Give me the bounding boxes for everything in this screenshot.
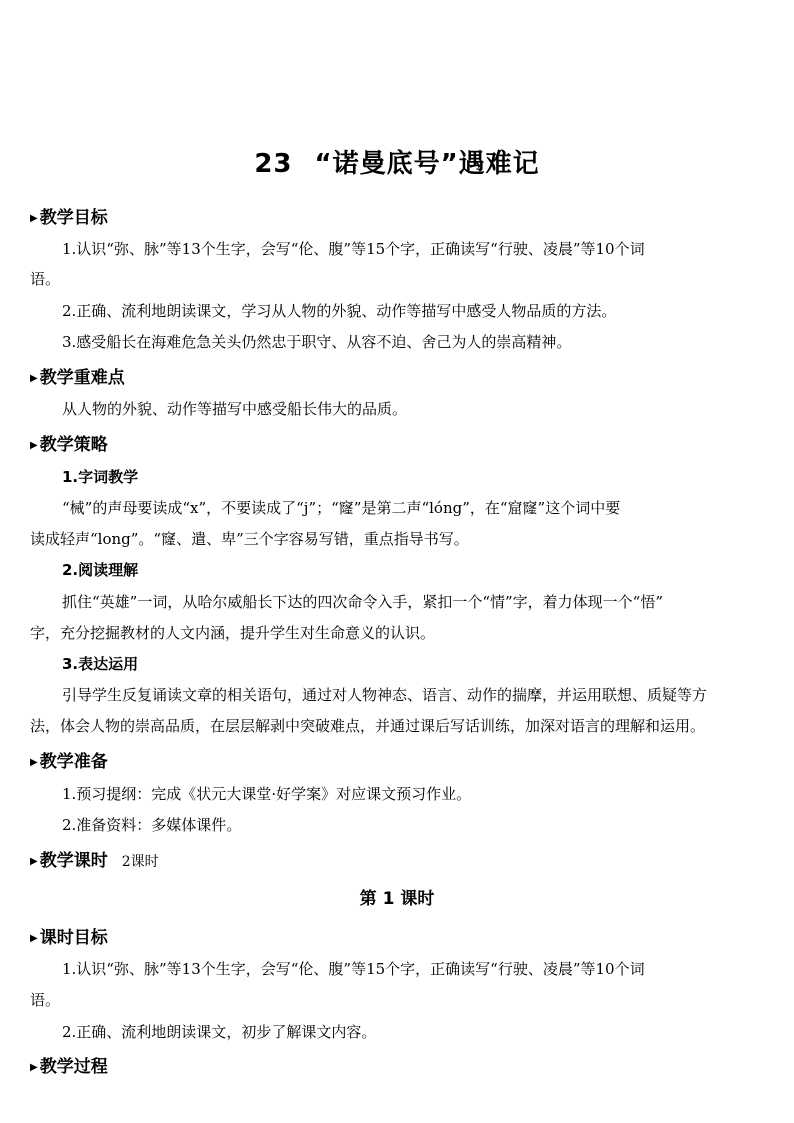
- lesson-goal-line-1: 1.认识“弥、脉”等13个生字，会写“伦、腹”等15个字，正确读写“行驶、凌晨”等10个词: [62, 960, 645, 978]
- section-heading: 教学准备: [39, 752, 108, 772]
- goal-line-1-cont: 语。: [30, 270, 61, 288]
- strategy-sub-2: 2.阅读理解: [62, 561, 139, 579]
- lesson-subtitle: 第 1 课时: [359, 889, 435, 909]
- strategy-para-3-line-2: 法，体会人物的崇高品质，在层层解剥中突破难点，并通过课后写话训练，加深对语言的理解和运用。: [30, 717, 706, 735]
- strategy-para-1-line-1: “械”的声母要读成“x”，不要读成了“j”；“窿”是第二声“lóng”，在“窟窿”这个词中要: [62, 499, 621, 517]
- key-points-line: 从人物的外貌、动作等描写中感受船长伟大的品质。: [62, 400, 408, 418]
- triangle-marker-icon: ▶: [30, 933, 38, 944]
- section-heading: 课时目标: [39, 928, 108, 948]
- triangle-marker-icon: ▶: [30, 856, 38, 867]
- section-heading: 教学目标: [39, 208, 108, 228]
- section-class-hours: [30, 846, 159, 871]
- lesson-goal-line-2: 2.正确、流利地朗读课文，初步了解课文内容。: [62, 1023, 377, 1041]
- strategy-para-2-line-1: 抓住“英雄”一词，从哈尔威船长下达的四次命令入手，紧扣一个“情”字，着力体现一个“悟”: [62, 593, 664, 611]
- triangle-marker-icon: ▶: [30, 373, 38, 384]
- triangle-marker-icon: ▶: [30, 1062, 38, 1073]
- goal-line-2: 2.正确、流利地朗读课文，学习从人物的外貌、动作等描写中感受人物品质的方法。: [62, 302, 617, 320]
- section-teaching-goals: [30, 203, 108, 228]
- preparation-line-1: 1.预习提纲：完成《状元大课堂·好学案》对应课文预习作业。: [62, 785, 472, 803]
- goal-line-3: 3.感受船长在海难危急关头仍然忠于职守、从容不迫、舍己为人的崇高精神。: [62, 333, 572, 351]
- preparation-line-2: 2.准备资料：多媒体课件。: [62, 816, 242, 834]
- strategy-sub-3: 3.表达运用: [62, 655, 139, 673]
- triangle-marker-icon: ▶: [30, 440, 38, 451]
- section-teaching-process: [30, 1052, 108, 1077]
- section-key-points: [30, 363, 125, 388]
- lesson-goal-line-1-cont: 语。: [30, 991, 61, 1009]
- document-title: [0, 143, 794, 180]
- section-heading: 教学过程: [39, 1057, 108, 1077]
- section-preparation: [30, 747, 108, 772]
- goal-line-1: 1.认识“弥、脉”等13个生字，会写“伦、腹”等15个字，正确读写“行驶、凌晨”等10个词: [62, 240, 645, 258]
- triangle-marker-icon: ▶: [30, 757, 38, 768]
- section-lesson-goals: [30, 923, 108, 948]
- section-heading: 教学重难点: [39, 368, 125, 388]
- section-heading: 教学策略: [39, 435, 108, 455]
- lesson-number: 23: [254, 149, 293, 179]
- strategy-para-1-line-2: 读成轻声“long”。“窿、遣、卑”三个字容易写错，重点指导书写。: [30, 530, 469, 548]
- strategy-para-2-line-2: 字，充分挖掘教材的人文内涵，提升学生对生命意义的认识。: [30, 624, 436, 642]
- lesson-title-text: “诺曼底号”遇难记: [314, 149, 540, 179]
- strategy-para-3-line-1: 引导学生反复诵读文章的相关语句，通过对人物神态、语言、动作的揣摩，并运用联想、质疑等方: [62, 686, 708, 704]
- triangle-marker-icon: ▶: [30, 213, 38, 224]
- strategy-sub-1: 1.字词教学: [62, 468, 139, 486]
- section-heading: 教学课时: [39, 851, 108, 871]
- section-teaching-strategy: [30, 430, 108, 455]
- class-hours-value: 2课时: [121, 854, 159, 870]
